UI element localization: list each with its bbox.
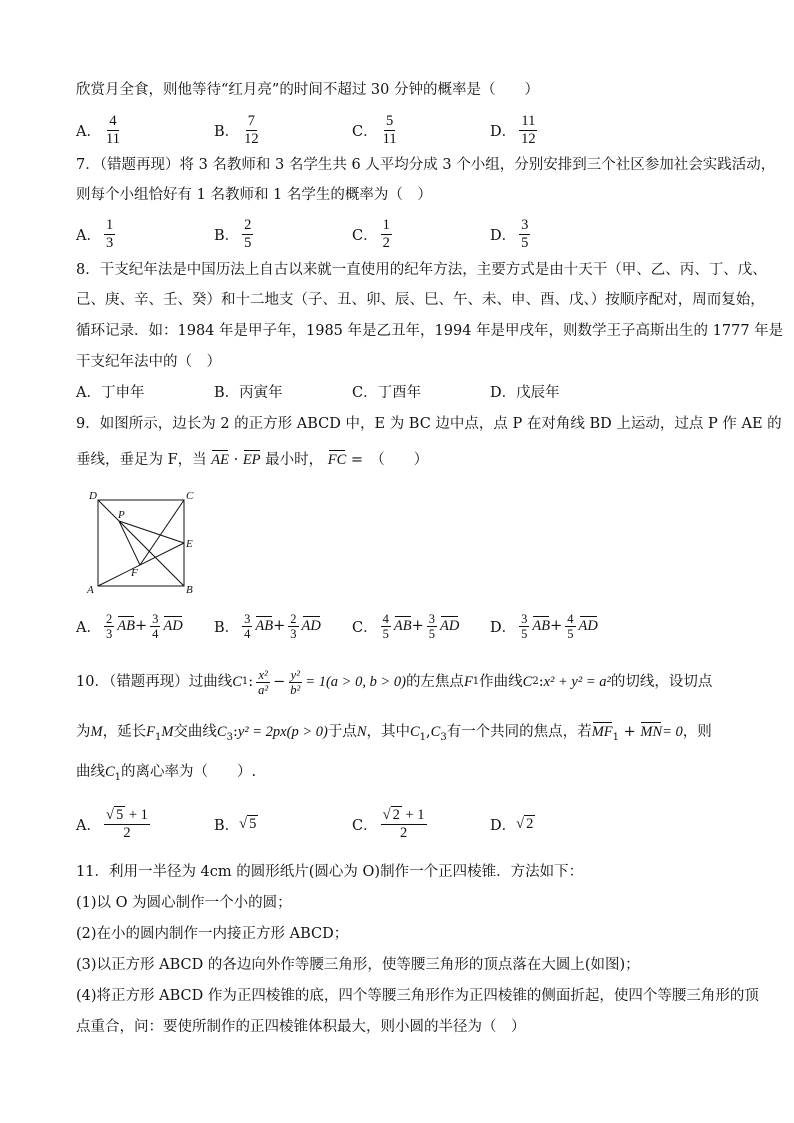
q6-option-d[interactable]: D． $\frac{11}{12}$ (490, 112, 536, 147)
fraction: $\frac{4}{11}$ (105, 112, 120, 147)
fraction: $\frac{11}{12}$ (521, 112, 536, 147)
q6-option-b[interactable]: B． $\frac{7}{12}$ (214, 112, 259, 147)
label-d: D (89, 490, 97, 502)
q7-option-c[interactable]: C． $\frac{1}{2}$ (352, 216, 390, 251)
fraction: $\frac{7}{12}$ (244, 112, 259, 147)
q8-line-2: 己、庚、辛、壬、癸）和十二地支（子、丑、卯、辰、巳、午、未、申、酉、戊、）按顺序配对，周而复始， (76, 292, 765, 308)
q7-line-2: 则每个小组恰好有 1 名教师和 1 名学生的概率为（ ） (76, 187, 432, 203)
q10-option-a[interactable]: A． $\frac{√ 5 + 1}{2}$ (76, 806, 148, 841)
q7-option-d[interactable]: D． $\frac{3}{5}$ (490, 216, 529, 251)
q8-option-d[interactable]: D．戊辰年 (490, 385, 560, 401)
label-f: F (131, 567, 138, 579)
fraction: $\frac{5}{11}$ (382, 112, 397, 147)
segment-pf (119, 521, 140, 565)
q8-line-3: 循环记录．如：1984 年是甲子年，1985 年是乙丑年，1994 年是甲戌年，则数学王子高斯出生的 1777 年是 (76, 323, 784, 339)
q6-stem: 欣赏月全食，则他等待“红月亮”的时间不超过 30 分钟的概率是（ ） (76, 82, 539, 98)
q10-options (76, 802, 736, 846)
q10-option-c[interactable]: C． $\frac{√ 2 + 1}{2}$ (352, 806, 425, 841)
q9-options (76, 604, 736, 648)
fraction: $\frac{2}{5}$ (244, 216, 252, 251)
q10-line-3: 曲线$C_1$的离心率为（ ）. (76, 764, 257, 783)
q11-line-2: (1)以 O 为圆心制作一个小的圆； (76, 895, 292, 911)
label-c: C (186, 490, 194, 502)
segment-fc (140, 500, 184, 565)
q6-option-a[interactable]: A． $\frac{4}{11}$ (76, 112, 120, 147)
q6-options (76, 108, 736, 152)
q7-options (76, 212, 736, 256)
q10-line-1: 10．（错题再现）过曲线 C 1 : $\frac{\text{x²}}{\text{a²}}$ − $\frac{\text{y²}}{\text{b²}}$ = 1(a > 0, b > 0) 的左焦点 F 1 作曲线 C 2 : x² + y² = a² 的切线，设切点 (76, 667, 713, 697)
q9-option-d[interactable]: D． $\frac{3}{5}$ AB + $\frac{4}{5}$ AD (490, 611, 598, 641)
vector-ep: EP (242, 452, 261, 468)
diagonal-bd (98, 500, 184, 586)
q9-line-2: 垂线，垂足为 F，当 AE · EP 最小时， FC = （ ） (76, 452, 429, 468)
q11-line-5: (4)将正方形 ABCD 作为正四棱锥的底，四个等腰三角形作为正四棱锥的侧面折起，使四个等腰三角形的顶 (76, 988, 759, 1004)
q9-line-1: 9．如图所示，边长为 2 的正方形 ABCD 中，E 为 BC 边中点，点 P 在对角线 BD 上运动，过点 P 作 AE 的 (76, 416, 782, 432)
q10-option-d[interactable]: D． √ 2 (490, 815, 534, 834)
q9-option-c[interactable]: C． $\frac{4}{5}$ AB + $\frac{3}{5}$ AD (352, 611, 460, 641)
vector-mf1: MF (591, 724, 613, 740)
q11-line-4: (3)以正方形 ABCD 的各边向外作等腰三角形，使等腰三角形的顶点落在大圆上(如图)； (76, 957, 640, 973)
vector-ae: AE (211, 452, 229, 468)
vector-mn: MN (640, 724, 663, 740)
q8-line-4: 干支纪年法中的（ ） (76, 354, 221, 370)
vector-fc: FC (327, 452, 347, 468)
fraction: $\frac{1}{2}$ (382, 216, 390, 251)
q8-line-1: 8．干支纪年法是中国历法上自古以来就一直使用的纪年方法，主要方式是由十天干（甲、乙、丙、丁、戊、 (76, 262, 767, 278)
q10-line-2: 为M，延长$F_1M$交曲线$C_3:y^2 = 2px(p > 0)$于点N，其中$C_1,C_3$有一个共同的焦点，若$MF_1 + MN= 0$，则 (76, 724, 712, 743)
q8-option-c[interactable]: C．丁酉年 (352, 385, 422, 401)
q7-line-1: 7．（错题再现）将 3 名教师和 3 名学生共 6 人平均分成 3 个小组，分别安排到三个社区参加社会实践活动， (76, 157, 776, 173)
q11-line-6: 点重合，问：要使所制作的正四棱锥体积最大，则小圆的半径为（ ） (76, 1019, 526, 1035)
q8-options (76, 383, 736, 403)
q9-option-b[interactable]: B． $\frac{3}{4}$ AB + $\frac{2}{3}$ AD (214, 611, 321, 641)
square-figure (86, 488, 196, 598)
segment-ae (98, 543, 184, 586)
q9-option-a[interactable]: A． $\frac{2}{3}$ AB + $\frac{3}{4}$ AD (76, 611, 183, 641)
fraction: $\frac{3}{5}$ (521, 216, 529, 251)
fraction: $\frac{1}{3}$ (105, 216, 114, 251)
label-a: A (87, 584, 94, 596)
segment-pe (119, 521, 184, 543)
q10-option-b[interactable]: B． √ 5 (214, 815, 257, 834)
q11-line-3: (2)在小的圆内制作一内接正方形 ABCD； (76, 926, 349, 942)
q7-option-b[interactable]: B． $\frac{2}{5}$ (214, 216, 252, 251)
label-b: B (186, 584, 193, 596)
q7-option-a[interactable]: A． $\frac{1}{3}$ (76, 216, 114, 251)
q11-line-1: 11．利用一半径为 4cm 的圆形纸片(圆心为 O)制作一个正四棱锥．方法如下： (76, 864, 584, 880)
label-p: P (118, 509, 125, 521)
q6-option-c[interactable]: C． $\frac{5}{11}$ (352, 112, 397, 147)
q8-option-b[interactable]: B．丙寅年 (214, 385, 283, 401)
q8-option-a[interactable]: A．丁申年 (76, 385, 145, 401)
label-e: E (186, 538, 193, 550)
